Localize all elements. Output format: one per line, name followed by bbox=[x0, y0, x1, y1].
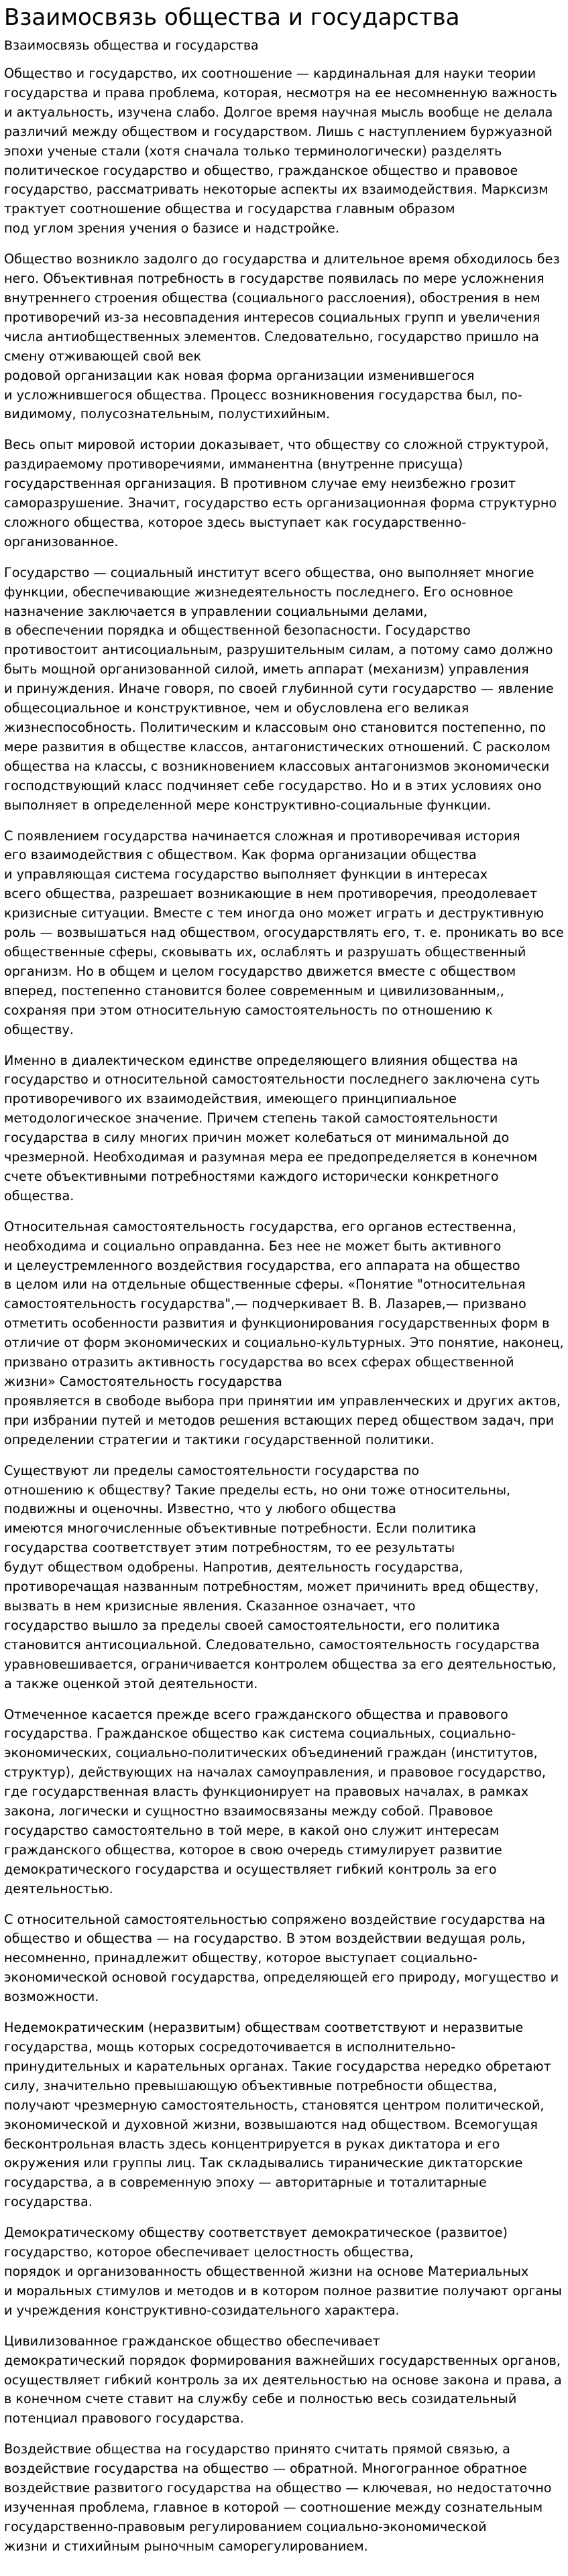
paragraph-13: Цивилизованное гражданское общество обеспечивает демократический порядок формирования важнейших государственных органов, осуществляет гибкий контроль за их деятельностью на основе закона и права, а в конечном счете ставит на службу себе и полностью весь созидательный потенциал правового государства. bbox=[4, 2333, 562, 2427]
paragraph-4: Государство — социальный институт всего общества, оно выполняет многие функции, обеспечивающие жизнедеятельность последнего. Его основное назначение заключается в управлении социальными делами, в обеспечении порядка и общественной безопасности. Государство противостоит антисоциальным, разрушительным силам, а потому само должно быть мощной организованной силой, иметь аппарат (механизм) управления и принуждения. Иначе говоря, по своей глубинной сути государство — явление общесоциальное и конструктивное, чем и обусловлена его великая жизнеспособность. Политическим и классовым оно становится постепенно, по мере развития в обществе классов, антагонистических отношений. С расколом общества на классы, с возникновением классовых антагонизмов экономически господствующий класс подчиняет себе государство. Но и в этих условиях оно выполняет в определенной мере конструктивно-социальные функции. bbox=[4, 564, 554, 813]
paragraph-9: Отмеченное касается прежде всего гражданского общества и правового государства. Гражданское общество как система социальных, социально-экономических, социально-политических объединений граждан (институтов, структур), действующих на началах самоуправления, и правовое государство, где государственная власть функционирует на правовых началах, в рамках закона, логически и сущностно взаимосвязаны между собой. Правовое государство самостоятельно в той мере, в какой оно служит интересам гражданского общества, которое в свою очередь стимулирует развитие демократического государства и осуществляет гибкий контроль за его деятельностью. bbox=[4, 1706, 546, 1896]
paragraph-3: Весь опыт мировой истории доказывает, что обществу со сложной структурой, раздираемому противоречиями, имманентна (внутренне присуща) государственная организация. В противном случае ему неизбежно грозит саморазрушение. Значит, государство есть организационная форма структурно сложного общества, которое здесь выступает как государственно-организованное. bbox=[4, 437, 557, 550]
paragraph-5: С появлением государства начинается сложная и противоречивая история его взаимодействия с обществом. Как форма организации общества и управляющая система государство выполняет функции в интересах всего общества, разрешает возникающие в нем противоречия, преодолевает кризисные ситуации. Вместе с тем иногда оно может играть и деструктивную роль — возвышаться над обществом, огосударствлять его, т. е. проникать во все общественные сферы, сковывать их, ослаблять и разрушать общественный организм. Но в общем и целом государство движется вместе с обществом вперед, постепенно становится более современным и цивилизованным,, сохраняя при этом относительную самостоятельность по отношению к обществу. bbox=[4, 828, 564, 1037]
paragraph-7: Относительная самостоятельность государства, его органов естественна, необходима и социально оправданна. Без нее не может быть активного и целеустремленного воздействия государства, его аппарата на общество в целом или на отдельные общественные сферы. «Понятие "относительная самостоятельность государства",— подчеркивает В. В. Лазарев,— призвано отметить особенности развития и функционирования государственных форм в отличие от форм экономических и социально-культурных. Это понятие, наконец, призвано отразить активность государства во всех сферах общественной жизни» Самостоятельность государства проявляется в свободе выбора при принятии им управленческих и других актов, при избрании путей и методов решения встающих перед обществом задач, при определении стратегии и тактики государственной политики. bbox=[4, 1218, 564, 1447]
paragraph-11: Недемократическим (неразвитым) обществам соответствуют и неразвитые государства, мощь которых сосредоточивается в исполнительно-принудительных и карательных органах. Такие государства нередко обретают силу, значительно превышающую объективные потребности общества, получают чрезмерную самостоятельность, становятся центром политической, экономической и духовной жизни, возвышаются над обществом. Всемогущая бесконтрольная власть здесь концентрируется в руках диктатора и его окружения или группы лиц. Так складывались тиранические диктаторские государства, а в современную эпоху — авторитарные и тоталитарные государства. bbox=[4, 2020, 551, 2210]
paragraph-2: Общество возникло задолго до государства и длительное время обходилось без него. Объективная потребность в государстве появилась по мере усложнения внутреннего строения общества (социального расслоения), обострения в нем противоречий из-за несовпадения интересов социальных групп и увеличения числа антиобщественных элементов. Следовательно, государство пришло на смену отживающей свой век родовой организации как новая форма организации изменившегося и усложнившегося общества. Процесс возникновения государства был, по-видимому, полусознательным, полустихийным. bbox=[4, 251, 560, 422]
paragraph-1: Общество и государство, их соотношение — кардинальная для науки теории государства и права проблема, которая, несмотря на ее несомненную важность и актуальность, изучена слабо. Долгое время научная мысль вообще не делала различий между обществом и государством. Лишь с наступлением буржуазной эпохи ученые стали (хотя сначала только терминологически) разделять политическое государство и общество, гражданское общество и правовое государство, рассматривать некоторые аспекты их взаимодействия. Марксизм трактует соотношение общества и государства главным образом под углом зрения учения о базисе и надстройке. bbox=[4, 66, 557, 237]
page-title: Взаимосвязь общества и государства bbox=[4, 4, 460, 31]
paragraph-10: С относительной самостоятельностью сопряжено воздействие государства на общество и общества — на государство. В этом воздействии ведущая роль, несомненно, принадлежит обществу, которое выступает социально-экономической основой государства, определяющей его природу, могущество и возможности. bbox=[4, 1911, 559, 2005]
paragraph-6: Именно в диалектическом единстве определяющего влияния общества на государство и относительной самостоятельности последнего заключена суть противоречивого их взаимодействия, имеющего принципиальное методологическое значение. Причем степень такой самостоятельности государства в силу многих причин может колебаться от минимальной до чрезмерной. Необходимая и разумная мера ее предопределяется в конечном счете объективными потребностями каждого исторически конкретного общества. bbox=[4, 1052, 540, 1204]
paragraph-8: Существуют ли пределы самостоятельности государства по отношению к обществу? Такие пределы есть, но они тоже относительны, подвижны и оценочны. Известно, что у любого общества имеются многочисленные объективные потребности. Если политика государства соответствует этим потребностям, то ее результаты будут обществом одобрены. Напротив, деятельность государства, противоречащая названным потребностям, может причинить вред обществу, вызвать в нем кризисные явления. Сказанное означает, что государство вышло за пределы своей самостоятельности, его политика становится антисоциальной. Следовательно, самостоятельность государства уравновешивается, ограничивается контролем общества за его деятельностью, а также оценкой этой деятельности. bbox=[4, 1462, 557, 1691]
paragraph-12: Демократическому обществу соответствует демократическое (развитое) государство, которое обеспечивает целостность общества, порядок и организованность общественной жизни на основе Материальных и моральных стимулов и методов и в котором полное развитие получают органы и учреждения конструктивно-созидательного характера. bbox=[4, 2225, 562, 2318]
article-subtitle: Взаимосвязь общества и государства bbox=[4, 38, 259, 53]
article-body bbox=[4, 64, 564, 2557]
paragraph-14: Воздействие общества на государство принято считать прямой связью, а воздействие государства на общество — обратной. Многогранное обратное воздействие развитого государства на общество — ключевая, но недостаточно изученная проблема, главное в которой — соотношение между сознательным государственно-правовым регулированием социально-экономической жизни и стихийным рыночным саморегулированием. bbox=[4, 2441, 552, 2554]
